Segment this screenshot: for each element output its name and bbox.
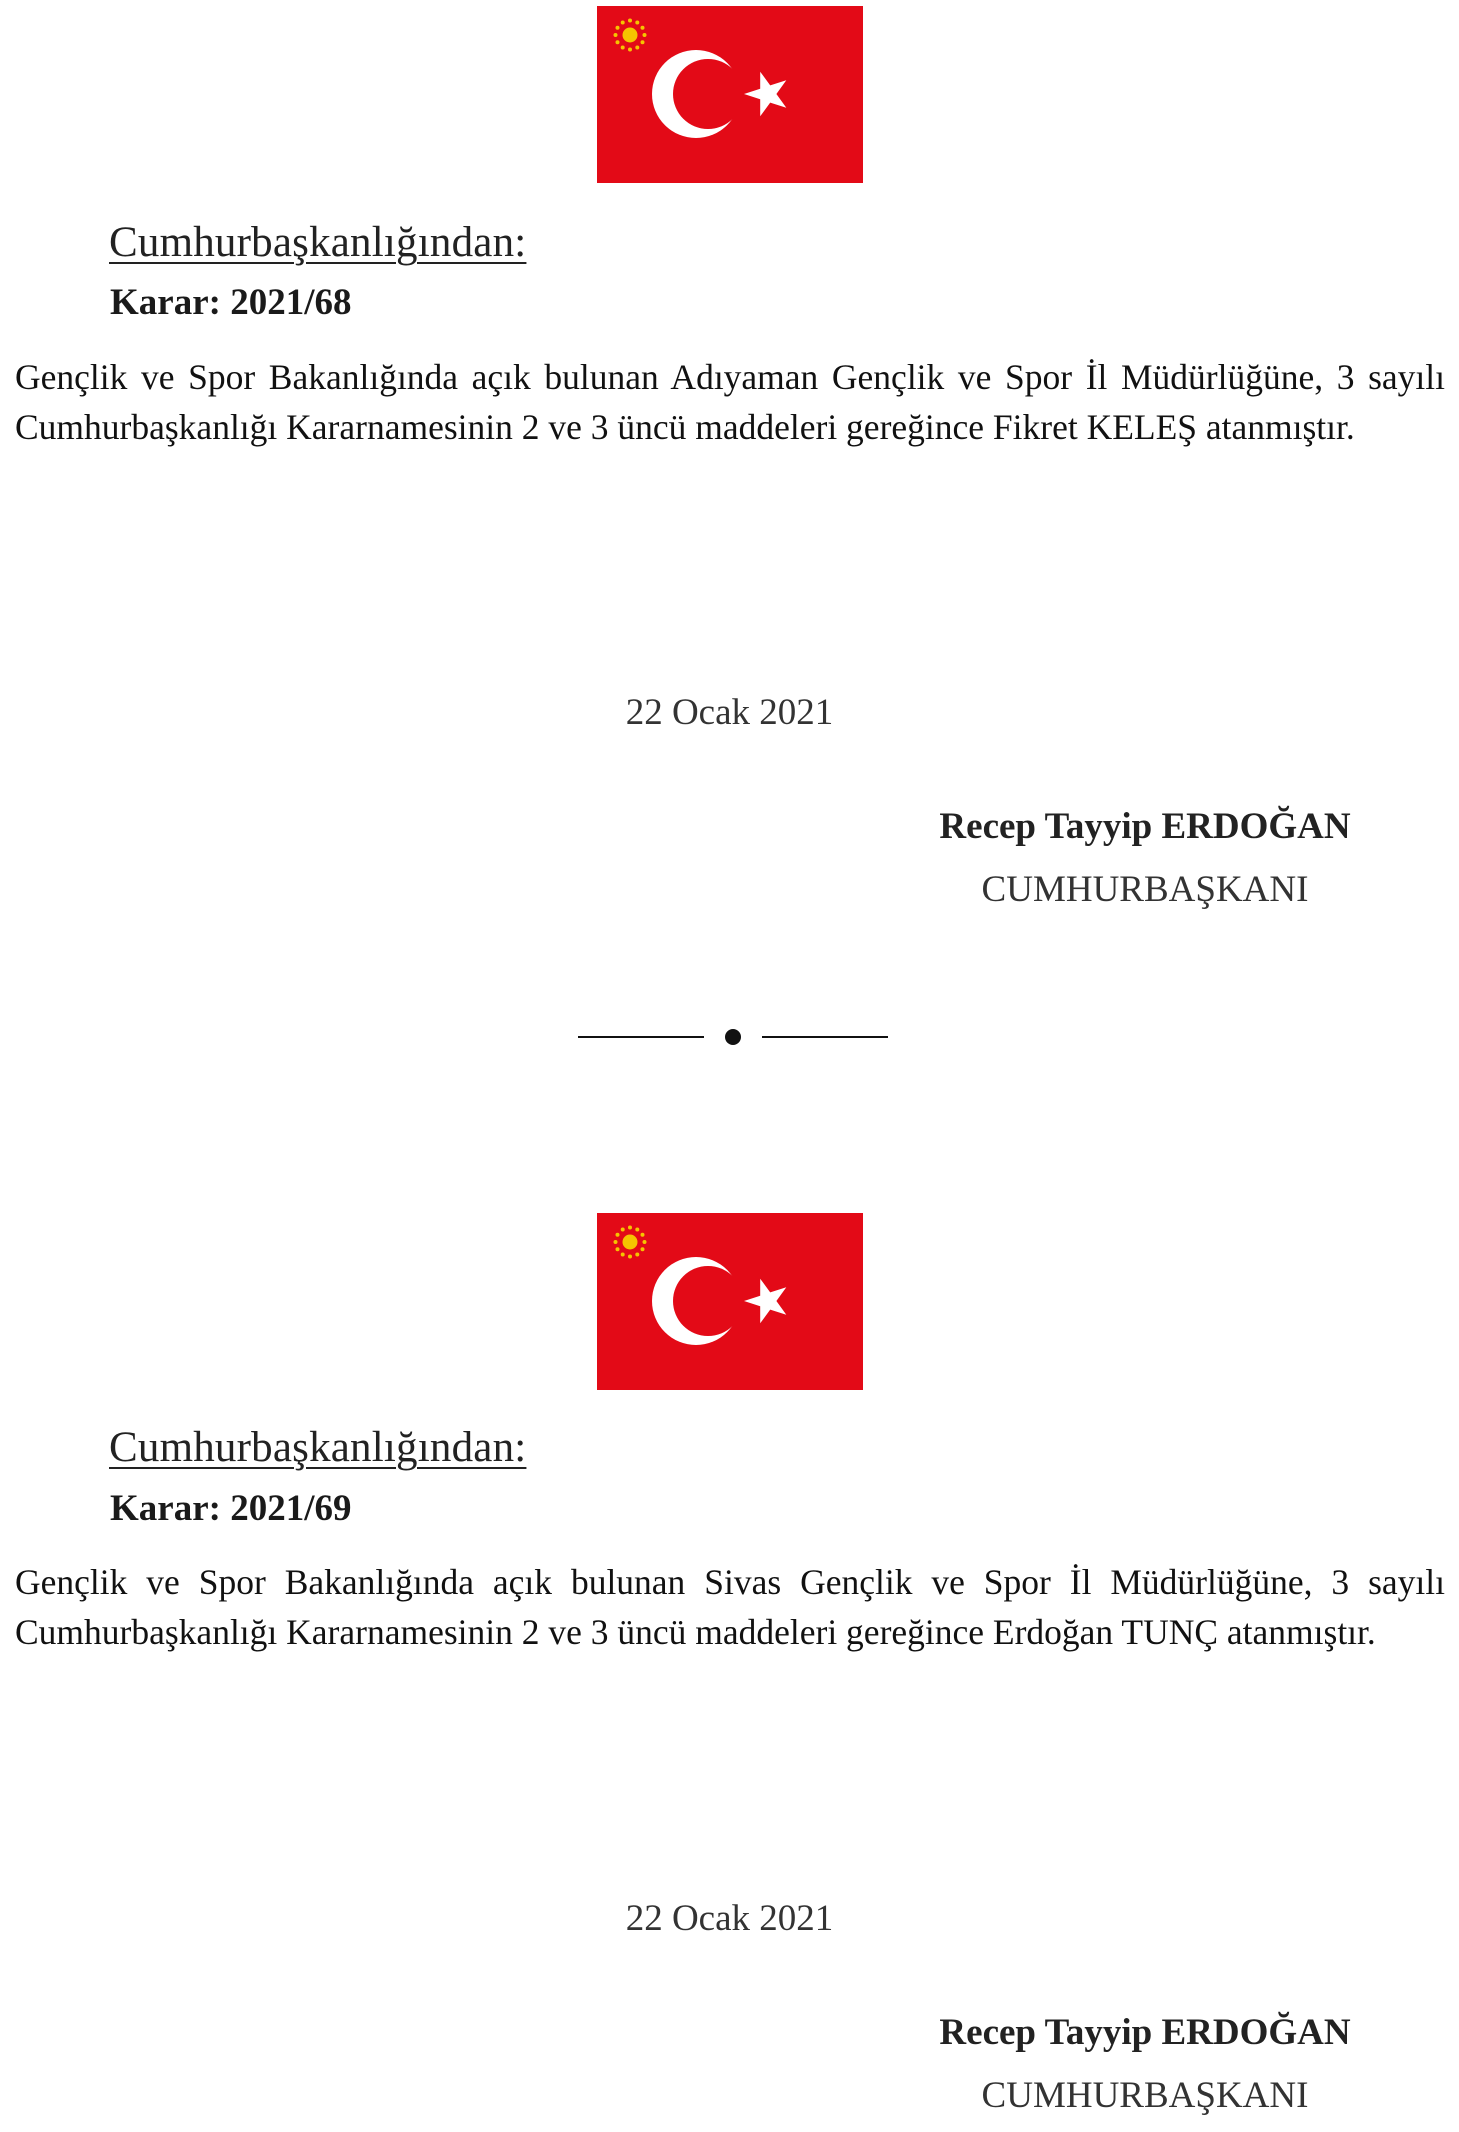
separator-dot <box>725 1029 741 1045</box>
flag-icon <box>597 6 863 183</box>
signer-name: Recep Tayyip ERDOĞAN <box>939 2012 1351 2053</box>
presidential-flag <box>597 1213 863 1390</box>
separator-line <box>578 1036 704 1038</box>
flag-icon <box>597 1213 863 1390</box>
signer-name: Recep Tayyip ERDOĞAN <box>939 806 1351 847</box>
decision-date: 22 Ocak 2021 <box>625 1898 834 1939</box>
decision-date: 22 Ocak 2021 <box>625 692 834 733</box>
decision-number: Karar: 2021/68 <box>110 282 352 323</box>
decision-number: Karar: 2021/69 <box>110 1488 352 1529</box>
signature-block <box>860 805 1430 911</box>
decision-body: Gençlik ve Spor Bakanlığında açık bulunan Sivas Gençlik ve Spor İl Müdürlüğüne, 3 sayılı Cumhurbaşkanlığı Kararnamesinin 2 ve 3 üncü maddeleri gereğince Erdoğan TUNÇ atanmıştır. <box>15 1562 1445 1652</box>
decision-heading: Cumhurbaşkanlığından: <box>109 1424 527 1471</box>
separator-line <box>762 1036 888 1038</box>
signature-block <box>860 2011 1430 2117</box>
signer-title: CUMHURBAŞKANI <box>981 869 1309 910</box>
signer-title: CUMHURBAŞKANI <box>981 2075 1309 2116</box>
presidential-flag <box>597 6 863 183</box>
decision-heading: Cumhurbaşkanlığından: <box>109 219 527 266</box>
section-separator <box>578 1016 888 1056</box>
decision-body: Gençlik ve Spor Bakanlığında açık bulunan Adıyaman Gençlik ve Spor İl Müdürlüğüne, 3 sayılı Cumhurbaşkanlığı Kararnamesinin 2 ve 3 üncü maddeleri gereğince Fikret KELEŞ atanmıştır. <box>15 357 1445 447</box>
